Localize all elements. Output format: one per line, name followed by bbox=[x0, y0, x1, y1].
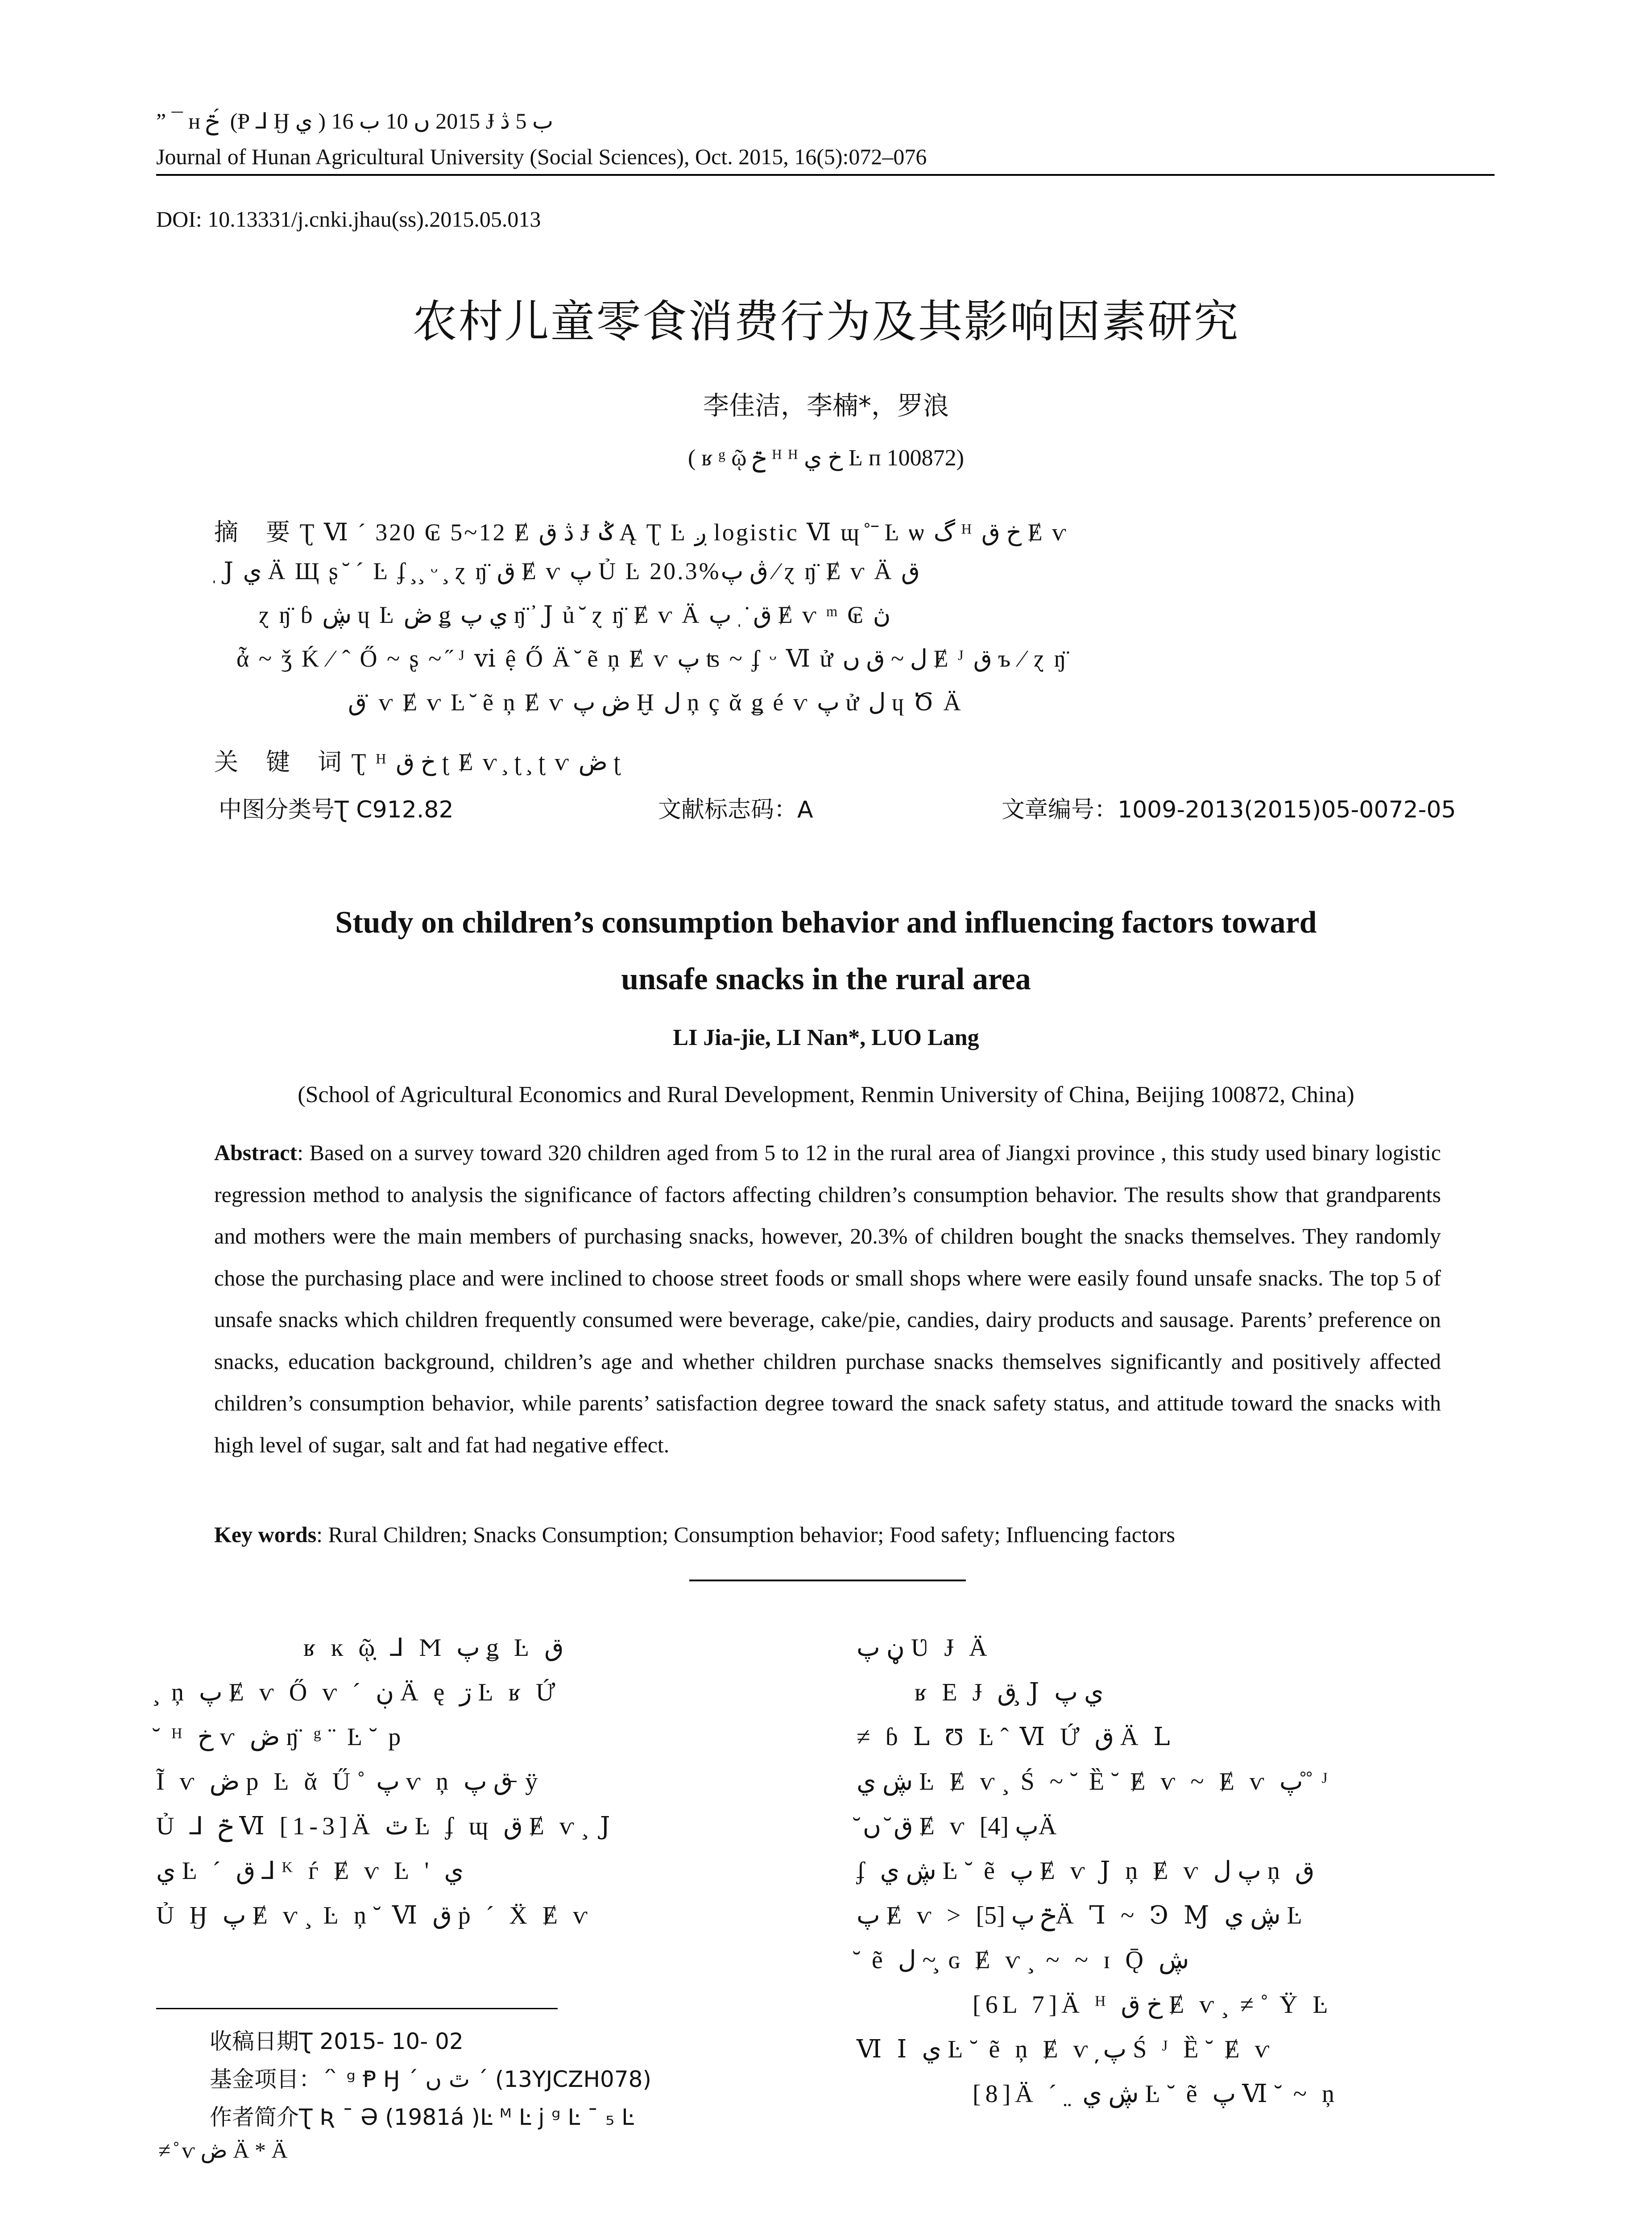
doi-line: DOI: 10.13331/j.cnki.jhau(ss).2015.05.013 bbox=[156, 207, 541, 232]
chinese-abstract-text: Ʈ Ⅵ ˊ 320 ₢ 5~12 Ɇ ڎ ق Ɉ ݣ Ą Ʈ Ŀ ږ logistic Ⅵ ɰ ̊ ̄ Ŀ ѡ گ ᴴ خ ق Ɇ ѵ bbox=[299, 519, 1068, 546]
journal-header-cn: ” ¯ ʜ ݗ ́ (Ᵽ ⅃ Ӈ ي ) 2015 ں 10 ب 16 Ɉ ب 5 ڎ bbox=[156, 108, 554, 133]
english-authors: LI Jia-jie, LI Nan*, LUO Lang bbox=[673, 1025, 979, 1050]
chinese-abstract-line: ἆ ~ ǯ Ḱ ⁄ ˆ Ő ~ ʂ ~ ̋ ᴶ ⅵ ệ Ő Ä ̆ ẽ ņ Ɇ ѵ پ ʦ ~ ʄ ᵕ Ⅵ ử ل ~ ق ں Ɇ ᴶ ق ъ ⁄ ɀ ŋ̈ bbox=[236, 645, 1068, 672]
article-number: 文章编号：1009-2013(2015)05-0072-05 bbox=[1002, 796, 1456, 823]
keywords-body: : Rural Children; Snacks Consumption; Consumption behavior; Food safety; Influencing factors bbox=[316, 1522, 1175, 1547]
fund-project: 基金项目：ˊ ̀ ᵍ Ᵽ Ӈ ˊ ٿ ں ˊ (13YJCZH078) bbox=[210, 2066, 651, 2092]
body-right-line: [6L 7]Ä ᴴ خ ق Ɇ ѵ ̧ ≠ ̊ Ÿ Ŀ bbox=[973, 1991, 1333, 2019]
chinese-keywords-text: Ʈ ᴴ خ ق ʈ Ɇ ѵ ̧ ʈ ̧ ʈ ѵ ڞ ʈ bbox=[351, 749, 622, 775]
footnote-rule bbox=[156, 2008, 558, 2009]
header-rule bbox=[156, 174, 1495, 176]
chinese-keywords bbox=[214, 743, 1437, 777]
chinese-abstract-line: ق ̇ ѵ Ɇ ѵ Ŀ ̆ ẽ ņ Ɇ ѵ ڞ پ Ḫ ل ņ ç ᾰ ǥ é ѵ پ ử ل ɥ Ծ Ä bbox=[348, 689, 963, 716]
body-right-line: ڼ پ Ʋ Ɉ Ä bbox=[857, 1634, 992, 1662]
author-bio: 作者简介Ʈ Ʀ ¯ Ә (1981á )Ŀ ᴹ Ŀ j ᵍ Ŀ ¯ ₅ Ŀ bbox=[210, 2104, 634, 2130]
body-right-line: ڜ ي Ŀ Ɇ ѵ ̧ Ś ~ ̆ Ȅ ̆ Ɇ ѵ ~ Ɇ ѵ پ ̊ ̊ ᴶ bbox=[857, 1768, 1333, 1796]
body-right-line: ̆ ẽ ل ~ ̧ ɢ Ɇ ѵ ̧ ~ ~ ɪ Ǭ ڜ bbox=[857, 1946, 1189, 1974]
received-date: 收稿日期Ʈ 2015‐ 10‐ 02 bbox=[210, 2028, 464, 2054]
body-right-line: ≠ ɓ Ⅼ Ʊ Ŀ ̂ Ⅵ Ứ ق Ä Ⅼ bbox=[857, 1723, 1175, 1751]
chinese-abstract-line: ֽ Ϳ ي Ä Щ ʂ ̆ ˊ Ŀ ʄ ̧ ̧ ᵕ ̧ ɀ ŋ̈ ق Ɇ ѵ پ Ủ Ŀ 20.3%ڨ پ ⁄ ɀ ŋ̈ Ɇ ѵ Ä ق bbox=[214, 558, 920, 585]
chinese-title: 农村儿童零食消费行为及其影响因素研究 bbox=[412, 295, 1240, 348]
body-left-line: Ĩ ѵ ڞ p Ŀ ᾰ Ű ̊ پ ѵ ņ ق پ ̵ ÿ bbox=[156, 1768, 542, 1796]
keywords-label-cn: 关 键 词 bbox=[214, 748, 344, 776]
english-title-line2: unsafe snacks in the rural area bbox=[621, 962, 1031, 996]
classification-number: 中图分类号Ʈ C912.82 bbox=[219, 796, 454, 823]
body-left-line: ʁ ĸ ῷ̣ ⅃ Ϻ پ ǥ Ŀ ق bbox=[303, 1634, 564, 1662]
section-separator bbox=[689, 1580, 966, 1581]
english-title-line1: Study on children’s consumption behavior and influencing factors toward bbox=[335, 905, 1317, 940]
body-left-line: ̧ ņ پ Ɇ ѵ Ő ѵ ˊ ڹ Ä ę ڗ Ŀ ʁ Ứ bbox=[156, 1679, 560, 1706]
english-keywords bbox=[214, 1522, 1175, 1547]
body-right-line: ʄ ڜ ي Ŀ ̆ ẽ پ Ɇ ѵ Ϳ ņ Ɇ ѵ پ ل ņ ق bbox=[857, 1857, 1315, 1885]
journal-header-en: Journal of Hunan Agricultural University (Social Sciences), Oct. 2015, 16(5):072–076 bbox=[156, 144, 927, 169]
body-left-line: ̆ ᴴ خ ѵ ڞ ŋ̈ ᵍ ̈ Ŀ ̆ p bbox=[156, 1723, 406, 1751]
keywords-label: Key words bbox=[214, 1522, 317, 1547]
body-left-line: Ủ Ӈ پ Ɇ ѵ ̧ Ŀ ņ ̆ Ⅵ ق ṗ ˊ Ẍ Ɇ ѵ bbox=[156, 1902, 592, 1929]
author-bio-continued: ≠ ̊ ѵ ڞ Ä * Ä bbox=[158, 2138, 288, 2163]
abstract-label: Abstract bbox=[214, 1140, 298, 1165]
chinese-affiliation: ( ʁ ᵍ ῷ ݗ ᴴ ᴴ خ ي Ŀ ᴨ 100872) bbox=[687, 445, 965, 471]
document-code: 文献标志码：A bbox=[658, 796, 813, 823]
chinese-abstract-line bbox=[214, 513, 1437, 547]
body-right-line: پ Ɇ ѵ > ݗ پ [5]Ä Ꞁ ~ Ꜿ Ɱ ڜ ي Ŀ bbox=[857, 1902, 1307, 1929]
chinese-authors: 李佳洁，李楠*，罗浪 bbox=[703, 390, 949, 421]
chinese-abstract-line: ɀ ŋ̈ ɓ ڜ ɥ Ŀ ڞ ǥ ي پ ŋ̈ ̓ Ϳ ủ ̆ ɀ ŋ̈ Ɇ ѵ Ä ق ̇ ֽ پ Ɇ ѵ ᵐ ₢ ڽ bbox=[259, 601, 891, 628]
body-right-line: Ⅵ Ⅰ ي Ŀ ̆ ẽ ņ Ɇ ѵ پ̦ Ś ᴶ Ȅ ̆ Ɇ ѵ bbox=[857, 2036, 1274, 2063]
english-affiliation: (School of Agricultural Economics and Rural Development, Renmin University of China, Beijing 100872, China) bbox=[298, 1082, 1354, 1107]
body-left-line: ي Ŀ ˊ ق ⅃ ᴷ ѓ Ɇ ѵ Ŀ ' ي bbox=[156, 1857, 464, 1885]
abstract-body: : Based on a survey toward 320 children aged from 5 to 12 in the rural area of Jiangxi province , this study used binary logistic regression method to analysis the significance of factors affecting children’s consumption behavior. The results show that grandparents and mothers were the main members of purchasing snacks, however, 20.3% of children bought the snacks themselves. They randomly chose the purchasing place and were inclined to choose street foods or small shops where were easily found unsafe snacks. The top 5 of unsafe snacks which children frequently consumed were beverage, cake/pie, candies, dairy products and sausage. Parents’ preference on snacks, education background, children’s age and whether children purchase snacks themselves significantly and positively affected children’s consumption behavior, while parents’ satisfaction degree toward the snack safety status, and attitude toward the snacks with high level of sugar, salt and fat had negative effect. bbox=[214, 1140, 1441, 1457]
body-right-line: ̆ ق ̆ ں Ɇ ѵ پ [4]Ä bbox=[857, 1812, 1061, 1840]
body-right-line: [8]Ä ˊ ̤ ڜ ي Ŀ ̆ ẽ پ Ⅵ ̆ ~ ņ bbox=[973, 2080, 1339, 2108]
body-left-line: Ủ ⅃ ݗ Ⅵ [1-3]Ä ٿ Ŀ ʄ ɰ ق Ɇ ѵ ̧ Ϳ bbox=[156, 1812, 615, 1840]
body-right-line: ʁ Ε Ɉ ق ̧ Ϳ ي پ bbox=[915, 1679, 1104, 1706]
english-abstract bbox=[214, 1132, 1441, 1466]
abstract-label-cn: 摘 要 bbox=[214, 518, 292, 546]
